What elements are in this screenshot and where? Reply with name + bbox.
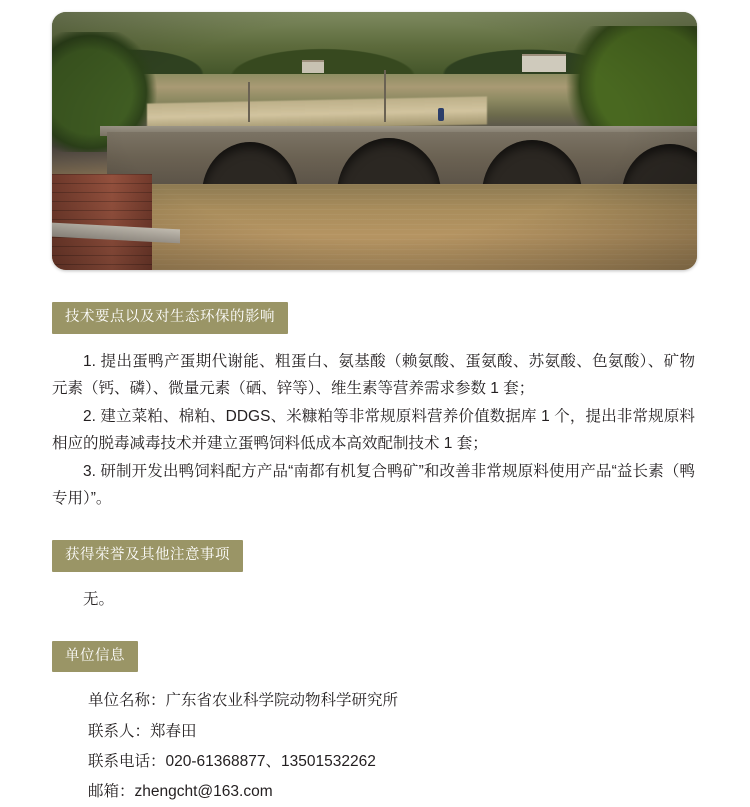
section-heading-label: 获得荣誉及其他注意事项 xyxy=(52,540,243,572)
section-heading-technical xyxy=(52,302,695,334)
section-heading-honors xyxy=(52,540,695,572)
technical-point-1: 1. 提出蛋鸭产蛋期代谢能、粗蛋白、氨基酸（赖氨酸、蛋氨酸、苏氨酸、色氨酸）、矿物元素（钙、磷）、微量元素（硒、锌等）、维生素等营养需求参数 1 套； xyxy=(52,352,695,397)
list-item xyxy=(88,747,695,777)
technical-point-2: 2. 建立菜粕、棉粕、DDGS、米糠粕等非常规原料营养价值数据库 1 个，提出非常规原料相应的脱毒减毒技术并建立蛋鸭饲料低成本高效配制技术 1 套； xyxy=(52,407,695,452)
honors-text: 无。 xyxy=(83,590,115,608)
contact-person-label: 联系人： xyxy=(88,722,151,740)
list-item xyxy=(88,777,695,807)
email-label: 邮箱： xyxy=(88,783,135,801)
technical-point-3: 3. 研制开发出鸭饲料配方产品“南都有机复合鸭矿”和改善非常规原料使用产品“益长素（鸭专用）”。 xyxy=(52,463,695,508)
photo-vignette xyxy=(52,12,697,270)
section-heading-label: 单位信息 xyxy=(52,641,138,673)
contact-person-value: 郑春田 xyxy=(150,722,197,740)
contact-phone-value: 020-61368877、13501532262 xyxy=(165,752,376,770)
unit-name-value: 广东省农业科学院动物科学研究所 xyxy=(165,692,399,710)
list-item xyxy=(88,686,695,716)
contact-phone-label: 联系电话： xyxy=(88,752,166,770)
list-item xyxy=(88,717,695,747)
section-heading-label: 技术要点以及对生态环保的影响 xyxy=(52,302,288,334)
email-value: zhengcht@163.com xyxy=(134,783,273,801)
section-heading-unit-info xyxy=(52,641,695,673)
unit-info-list xyxy=(88,686,695,807)
unit-name-label: 单位名称： xyxy=(88,692,166,710)
header-photo xyxy=(52,12,697,270)
photo-image xyxy=(52,12,697,270)
